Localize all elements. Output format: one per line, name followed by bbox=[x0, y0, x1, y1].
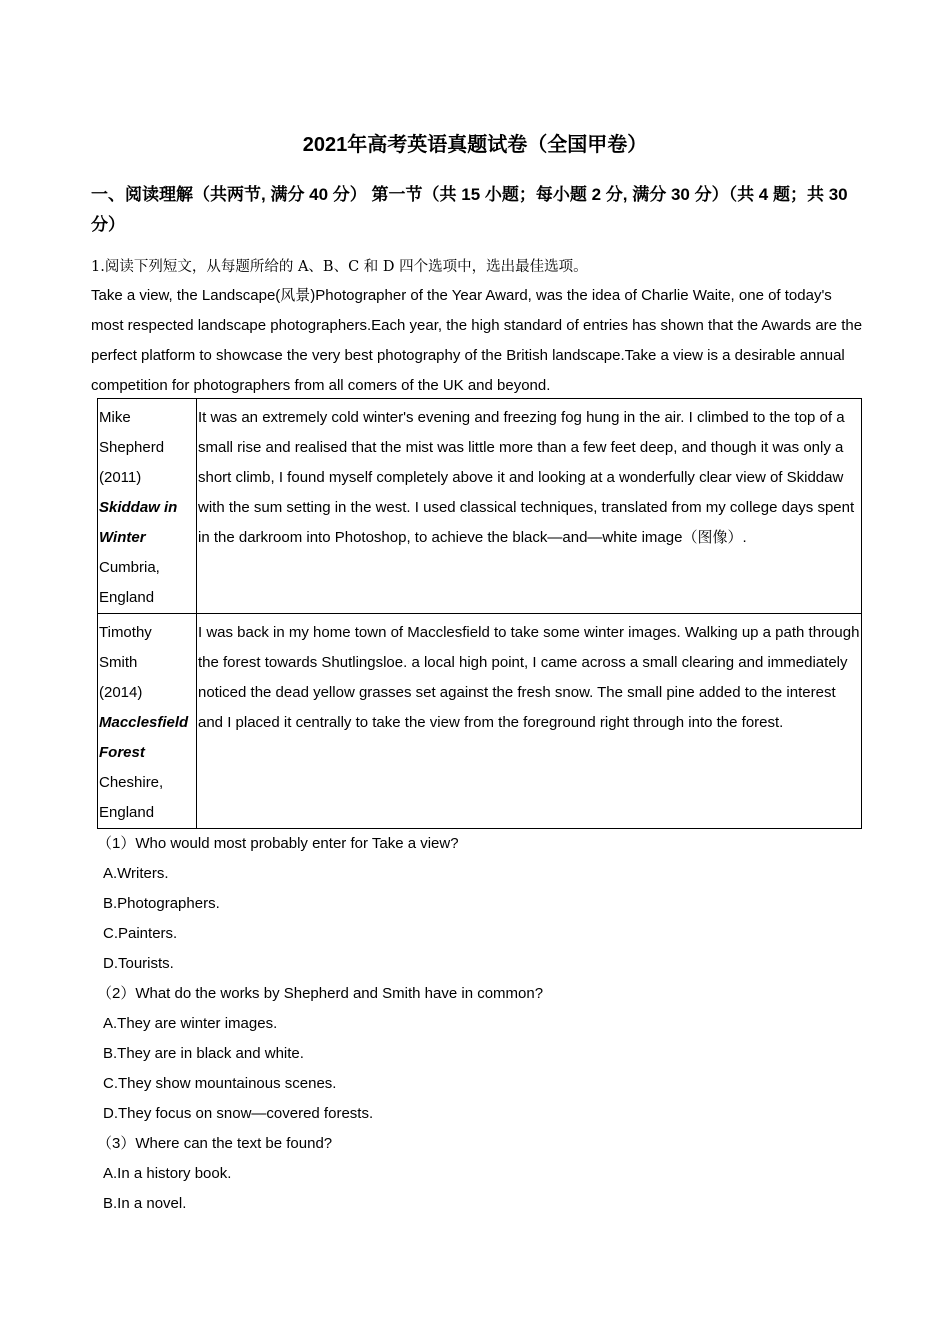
photographer-last-name: Smith bbox=[99, 654, 138, 671]
answer-option: A.In a history book. bbox=[103, 1165, 232, 1182]
photographer-last-name: Shepherd bbox=[99, 439, 165, 456]
questions-list bbox=[97, 829, 543, 1219]
answer-option: B.Photographers. bbox=[103, 895, 220, 912]
answer-option: A.They are winter images. bbox=[103, 1015, 278, 1032]
photographer-first-name: Timothy bbox=[99, 624, 152, 641]
work-place-line2: England bbox=[99, 589, 155, 606]
page-title: 2021年高考英语真题试卷（全国甲卷） bbox=[302, 134, 648, 156]
question-stem: （2）What do the works by Shepherd and Smith have in common? bbox=[97, 985, 544, 1002]
photographer-cell bbox=[98, 399, 197, 614]
photographer-cell bbox=[98, 614, 197, 829]
answer-option: C.Painters. bbox=[103, 925, 178, 942]
work-place-line2: England bbox=[99, 804, 155, 821]
work-title-line1: Skiddaw in bbox=[99, 499, 178, 516]
answer-option: A.Writers. bbox=[103, 865, 169, 882]
photographer-first-name: Mike bbox=[99, 409, 131, 426]
table-row bbox=[98, 614, 862, 829]
table-row bbox=[98, 399, 862, 614]
question-instruction: 1.阅读下列短文，从每题所给的 A、B、C 和 D 四个选项中，选出最佳选项。 bbox=[91, 259, 588, 275]
section-heading: 一、阅读理解（共两节, 满分 40 分） 第一节（共 15 小题；每小题 2 分, 满分 30 分）（共 4 题；共 30 分） bbox=[91, 185, 848, 234]
work-year: (2014) bbox=[99, 684, 143, 701]
question-stem: （3）Where can the text be found? bbox=[97, 1135, 333, 1152]
work-title-line2: Forest bbox=[99, 744, 145, 761]
question-stem: （1）Who would most probably enter for Take a view? bbox=[97, 835, 459, 852]
work-description: I was back in my home town of Macclesfield to take some winter images. Walking up a path through the forest towards Shutlingsloe. a local high point, I came across a small clearing and immediately noticed the dead yellow grasses set against the fresh snow. The small pine added to the interest and I placed it centrally to take the view from the foreground right through into the forest. bbox=[197, 614, 862, 829]
works-table bbox=[97, 398, 862, 829]
work-year: (2011) bbox=[99, 469, 142, 486]
reading-passage: Take a view, the Landscape(风景)Photographer of the Year Award, was the idea of Charlie Waite, one of today's most respected landscape photographers.Each year, the high standard of entries has shown that the Awards are the perfect platform to showcase the very best photography of the British landscape.Take a view is a desirable annual competition for photographers from all comers of the UK and beyond. bbox=[91, 287, 863, 394]
answer-option: C.They show mountainous scenes. bbox=[103, 1075, 337, 1092]
answer-option: B.In a novel. bbox=[103, 1195, 187, 1212]
work-title-line2: Winter bbox=[99, 529, 146, 546]
work-place-line1: Cheshire, bbox=[99, 774, 164, 791]
work-description: It was an extremely cold winter's evening and freezing fog hung in the air. I climbed to the top of a small rise and realised that the mist was little more than a few feet deep, and though it was only a short climb, I found myself completely above it and looking at a wonderfully clear view of Skiddaw with the sum setting in the west. I used classical techniques, translated from my college days spent in the darkroom into Photoshop, to achieve the black—and—white image（图像）. bbox=[197, 399, 862, 614]
work-place-line1: Cumbria, bbox=[99, 559, 160, 576]
answer-option: B.They are in black and white. bbox=[103, 1045, 304, 1062]
answer-option: D.They focus on snow—covered forests. bbox=[103, 1105, 374, 1122]
work-title-line1: Macclesfield bbox=[99, 714, 189, 731]
answer-option: D.Tourists. bbox=[103, 955, 174, 972]
